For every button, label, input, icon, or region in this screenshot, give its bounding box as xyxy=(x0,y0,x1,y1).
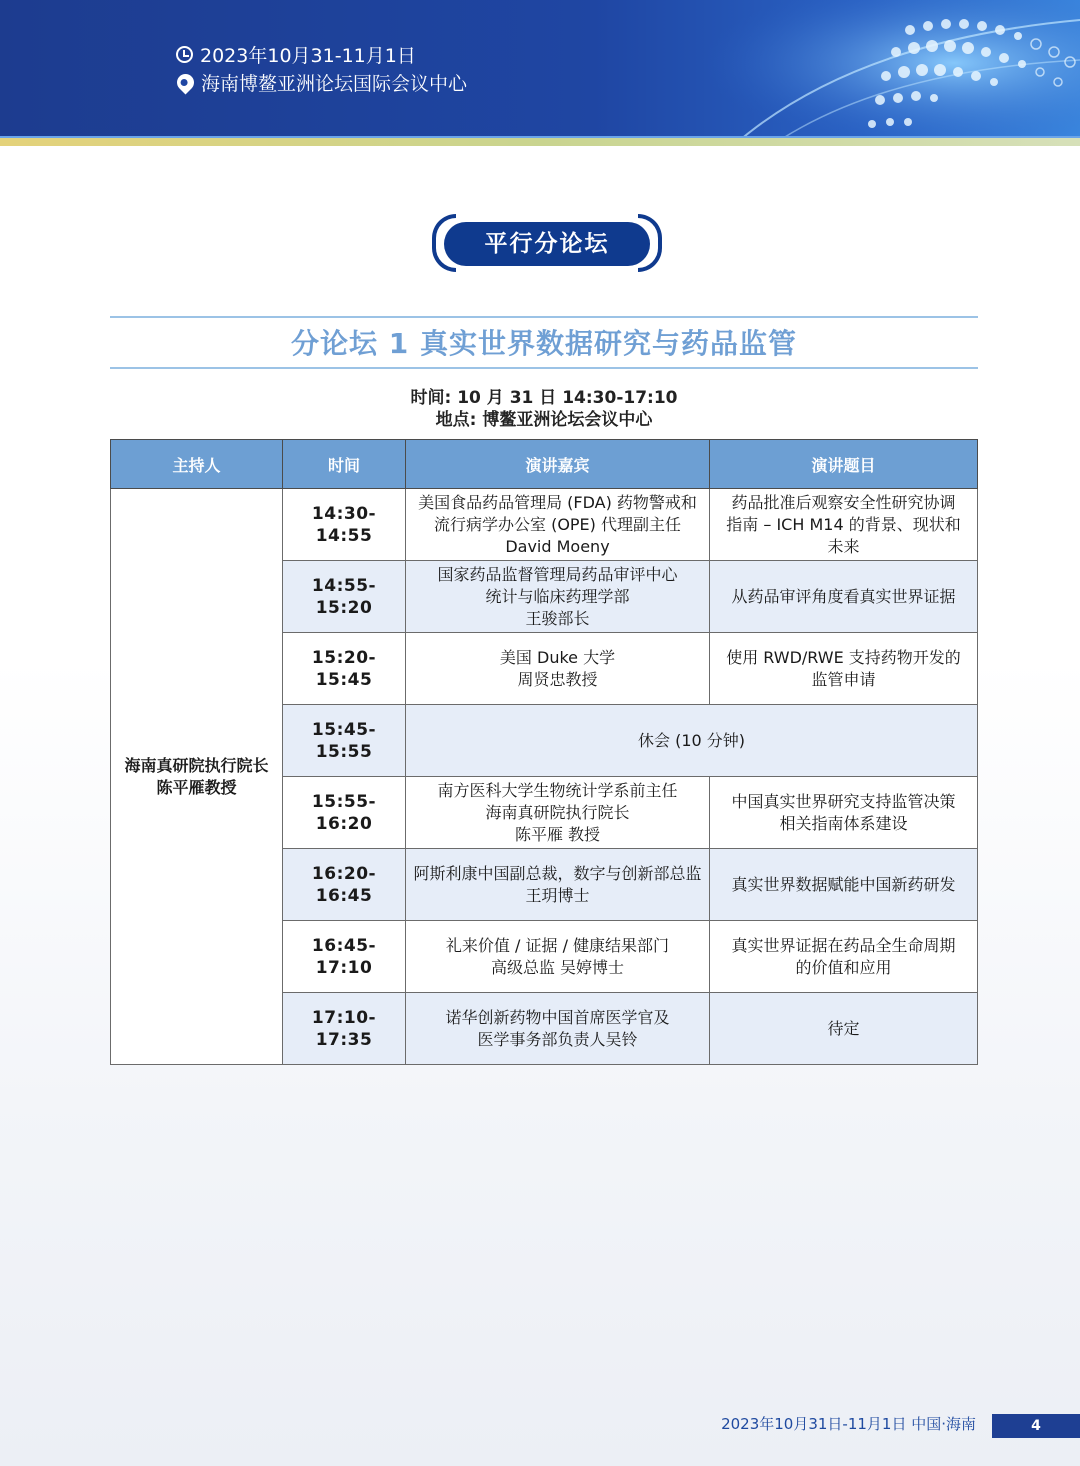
time-cell: 15:55-16:20 xyxy=(283,777,406,849)
tech-dots-decoration xyxy=(660,0,1080,140)
speaker-cell xyxy=(406,633,710,705)
table-row xyxy=(111,489,978,561)
speaker-cell xyxy=(406,489,710,561)
page-number: 4 xyxy=(992,1414,1080,1438)
speaker-text: 礼来价值 / 证据 / 健康结果部门 高级总监 吴婷博士 xyxy=(445,935,670,977)
speaker-text: 美国 Duke 大学 周贤忠教授 xyxy=(499,647,616,689)
location-pin-icon xyxy=(173,70,197,94)
topic-cell xyxy=(710,489,978,561)
time-cell: 17:10-17:35 xyxy=(283,993,406,1065)
event-date: 2023年10月31-11月1日 xyxy=(200,44,416,67)
section-badge-label: 平行分论坛 xyxy=(444,222,650,266)
time-cell: 15:45-15:55 xyxy=(283,705,406,777)
forum-time: 时间: 10 月 31 日 14:30-17:10 xyxy=(410,388,678,408)
host-cell xyxy=(111,489,283,1065)
header-speaker: 演讲嘉宾 xyxy=(406,440,710,489)
topic-text: 从药品审评角度看真实世界证据 xyxy=(731,586,956,606)
header-banner xyxy=(0,0,1080,140)
speaker-cell xyxy=(406,849,710,921)
topic-text: 真实世界数据赋能中国新药研发 xyxy=(731,874,956,894)
time-cell: 16:45-17:10 xyxy=(283,921,406,993)
title-rule-bottom xyxy=(110,367,978,369)
topic-text: 药品批准后观察安全性研究协调 指南 – ICH M14 的背景、现状和 未来 xyxy=(726,492,961,556)
speaker-text: 南方医科大学生物统计学系前主任 海南真研院执行院长 陈平雁 教授 xyxy=(437,780,678,844)
footer-date-location: 2023年10月31日-11月1日 中国·海南 xyxy=(721,1415,976,1433)
topic-text: 使用 RWD/RWE 支持药物开发的 监管申请 xyxy=(726,647,961,689)
speaker-text: 美国食品药品管理局 (FDA) 药物警戒和 流行病学办公室 (OPE) 代理副主任 David Moeny xyxy=(418,492,697,556)
section-badge xyxy=(432,214,662,274)
time-cell: 14:30-14:55 xyxy=(283,489,406,561)
header-host: 主持人 xyxy=(111,440,283,489)
speaker-cell xyxy=(406,777,710,849)
event-info xyxy=(176,40,467,96)
topic-cell xyxy=(710,561,978,633)
speaker-text: 诺华创新药物中国首席医学官及 医学事务部负责人吴铃 xyxy=(445,1007,670,1049)
schedule-table xyxy=(110,439,978,1065)
time-cell: 15:20-15:45 xyxy=(283,633,406,705)
topic-cell xyxy=(710,993,978,1065)
break-cell: 休会 (10 分钟) xyxy=(406,705,978,777)
table-header-row xyxy=(111,440,978,489)
speaker-text: 阿斯利康中国副总裁，数字与创新部总监 王玥博士 xyxy=(413,863,702,905)
topic-text: 待定 xyxy=(827,1018,860,1038)
topic-cell xyxy=(710,777,978,849)
banner-accent-stripe xyxy=(0,138,1080,146)
header-topic: 演讲题目 xyxy=(710,440,978,489)
host-name: 海南真研院执行院长 陈平雁教授 xyxy=(124,755,269,797)
time-cell: 14:55-15:20 xyxy=(283,561,406,633)
speaker-cell xyxy=(406,921,710,993)
topic-cell xyxy=(710,921,978,993)
topic-text: 真实世界证据在药品全生命周期 的价值和应用 xyxy=(731,935,956,977)
forum-place: 地点: 博鳌亚洲论坛会议中心 xyxy=(435,410,653,430)
clock-icon xyxy=(176,46,193,63)
topic-cell xyxy=(710,849,978,921)
header-time: 时间 xyxy=(283,440,406,489)
title-rule-top xyxy=(110,316,978,318)
speaker-cell xyxy=(406,993,710,1065)
forum-title: 分论坛 1 真实世界数据研究与药品监管 xyxy=(291,327,797,360)
time-cell: 16:20-16:45 xyxy=(283,849,406,921)
topic-cell xyxy=(710,633,978,705)
speaker-cell xyxy=(406,561,710,633)
event-venue: 海南博鳌亚洲论坛国际会议中心 xyxy=(201,72,468,95)
speaker-text: 国家药品监督管理局药品审评中心 统计与临床药理学部 王骏部长 xyxy=(437,564,678,628)
topic-text: 中国真实世界研究支持监管决策 相关指南体系建设 xyxy=(731,791,956,833)
